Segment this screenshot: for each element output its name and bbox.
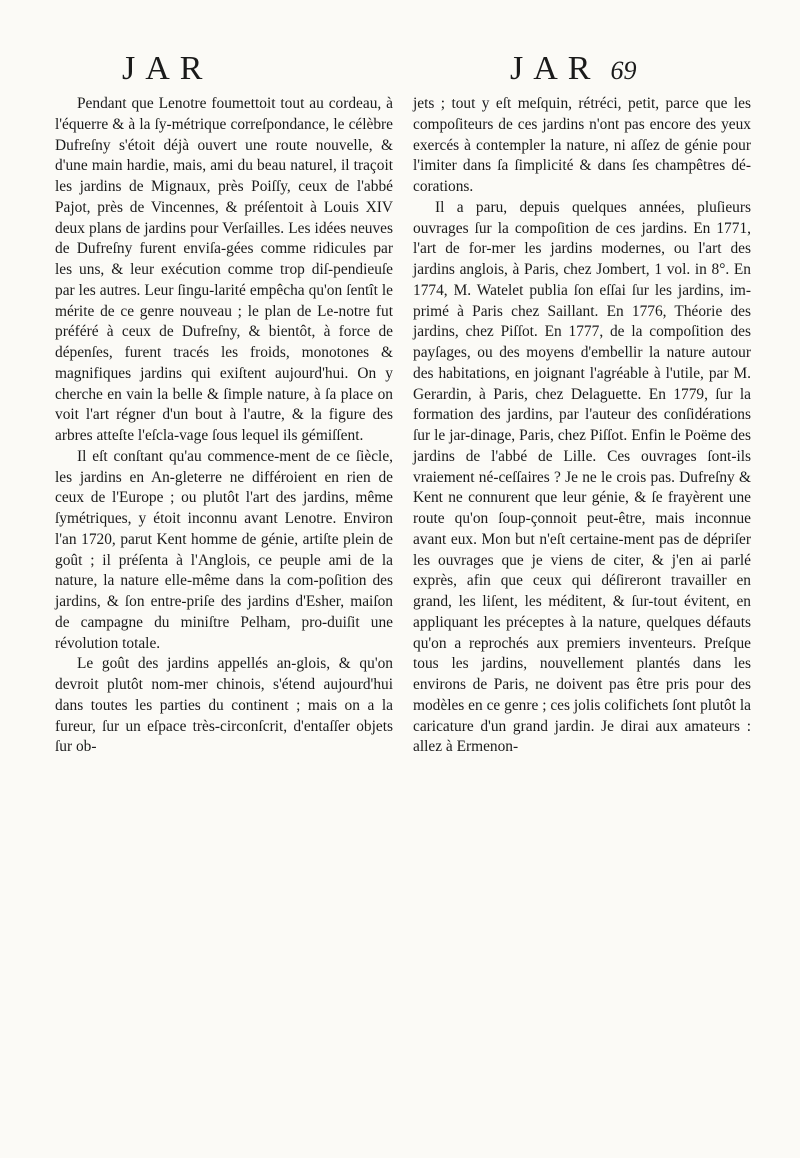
page-number: 69: [610, 56, 637, 85]
running-head-right: [510, 50, 636, 88]
running-head-left: JAR: [122, 50, 213, 87]
paragraph: Il a paru, depuis quelques années, pluſieurs ouvrages ſur la compoſition de ces jardins. En 1771, l'art de for-mer les jardins modernes, ou l'art des jardins anglois, à Paris, chez Jombert, 1 vol. in 8°. En 1774, M. Watelet publia ſon eſſai ſur les jardins, im-primé à Paris chez Saillant. En 1776, Théorie des jardins, chez Piſſot. En 1777, de la compoſition des payſages, ou des moyens d'embellir la nature autour des habitations, en joignant l'agréable à l'utile, par M. Gerardin, à Paris, chez Delaguette. En 1779, ſur la formation des jardins, par l'auteur des conſidérations ſur le jar-dinage, Paris, chez Piſſot. Enfin le Poëme des jardins de l'abbé de Lille. Ces ouvrages ſont-ils vraiement né-ceſſaires ? Je ne le crois pas. Dufreſny & Kent ne connurent que leur génie, & ſe frayèrent une route qu'on ſoup-çonnoit peut-être, mais inconnue avant eux. Mon but n'eſt certaine-ment pas de dépriſer les ouvrages que je viens de citer, & j'en ai parlé exprès, afin que ceux qui déſireront travailler en grand, les liſent, les méditent, & ſur-tout évitent, en appliquant les préceptes à la nature, quelques défauts qu'on a reprochés aux premiers inventeurs. Preſque tous les jardins, nouvellement plantés dans les environs de Paris, ne doivent pas être pris pour des modèles en ce genre ; ces jolis colifichets ſont plutôt la caricature d'un grand jardin. Je dirai aux amateurs : allez à Ermenon-: [413, 198, 751, 756]
right-column: [413, 94, 751, 758]
running-head-right-text: JAR: [510, 50, 601, 87]
paragraph: Le goût des jardins appellés an-glois, & qu'on devroit plutôt nom-mer chinois, s'étend aujourd'hui dans toutes les parties du continent ; mais on a la fureur, ſur un eſpace très-circonſcrit, d'entaſſer objets ſur ob-: [55, 655, 393, 756]
left-column: [55, 94, 393, 758]
paragraph: Pendant que Lenotre foumettoit tout au cordeau, à l'équerre & à la ſy-métrique correſpondance, le célèbre Dufreſny s'étoit déjà ouvert une route nouvelle, & d'une main hardie, mais, ami du beau naturel, il traçoit les jardins de Mignaux, près Poiſſy, ceux de l'abbé Pajot, près de Vincennes, & préſentoit à Louis XIV deux plans de jardins pour Verſailles. Les idées neuves de Dufreſny furent enviſa-gées comme ridicules par les uns, & leur exécution comme trop diſ-pendieuſe par les autres. Leur ſingu-larité empêcha qu'on ſentît le mérite de ce genre nouveau ; le plan de Le-notre fut préféré à ceux de Dufreſny, & bientôt, à force de dépenſes, furent tracés les froids, monotones & magnifiques jardins qui exiſtent aujourd'hui. On y cherche en vain la belle & ſimple nature, à ſa place on voit l'art régner d'un bout à l'autre, & la figure des arbres atteſte l'eſcla-vage ſous lequel ils gémiſſent.: [55, 95, 393, 444]
paragraph: Il eſt conſtant qu'au commence-ment de ce ſiècle, les jardins en An-gleterre ne différoient en rien de ceux de l'Europe ; ou plutôt l'art des jardins, même ſymétriques, y étoit inconnu avant Lenotre. Environ l'an 1720, parut Kent homme de génie, artiſte plein de goût ; il préſenta à l'Anglois, ce peuple ami de la nature, la nature elle-même dans la com-poſition des jardins, & ſon entre-priſe des jardins d'Esher, maiſon de campagne du miniſtre Pelham, pro-duiſit une révolution totale.: [55, 447, 393, 652]
paragraph: jets ; tout y eſt meſquin, rétréci, petit, parce que les compoſiteurs de ces jardins n'ont pas encore des yeux exercés à contempler la nature, ni aſſez de génie pour l'imiter dans ſa ſimplicité & dans ſes champêtres dé-corations.: [413, 95, 751, 195]
